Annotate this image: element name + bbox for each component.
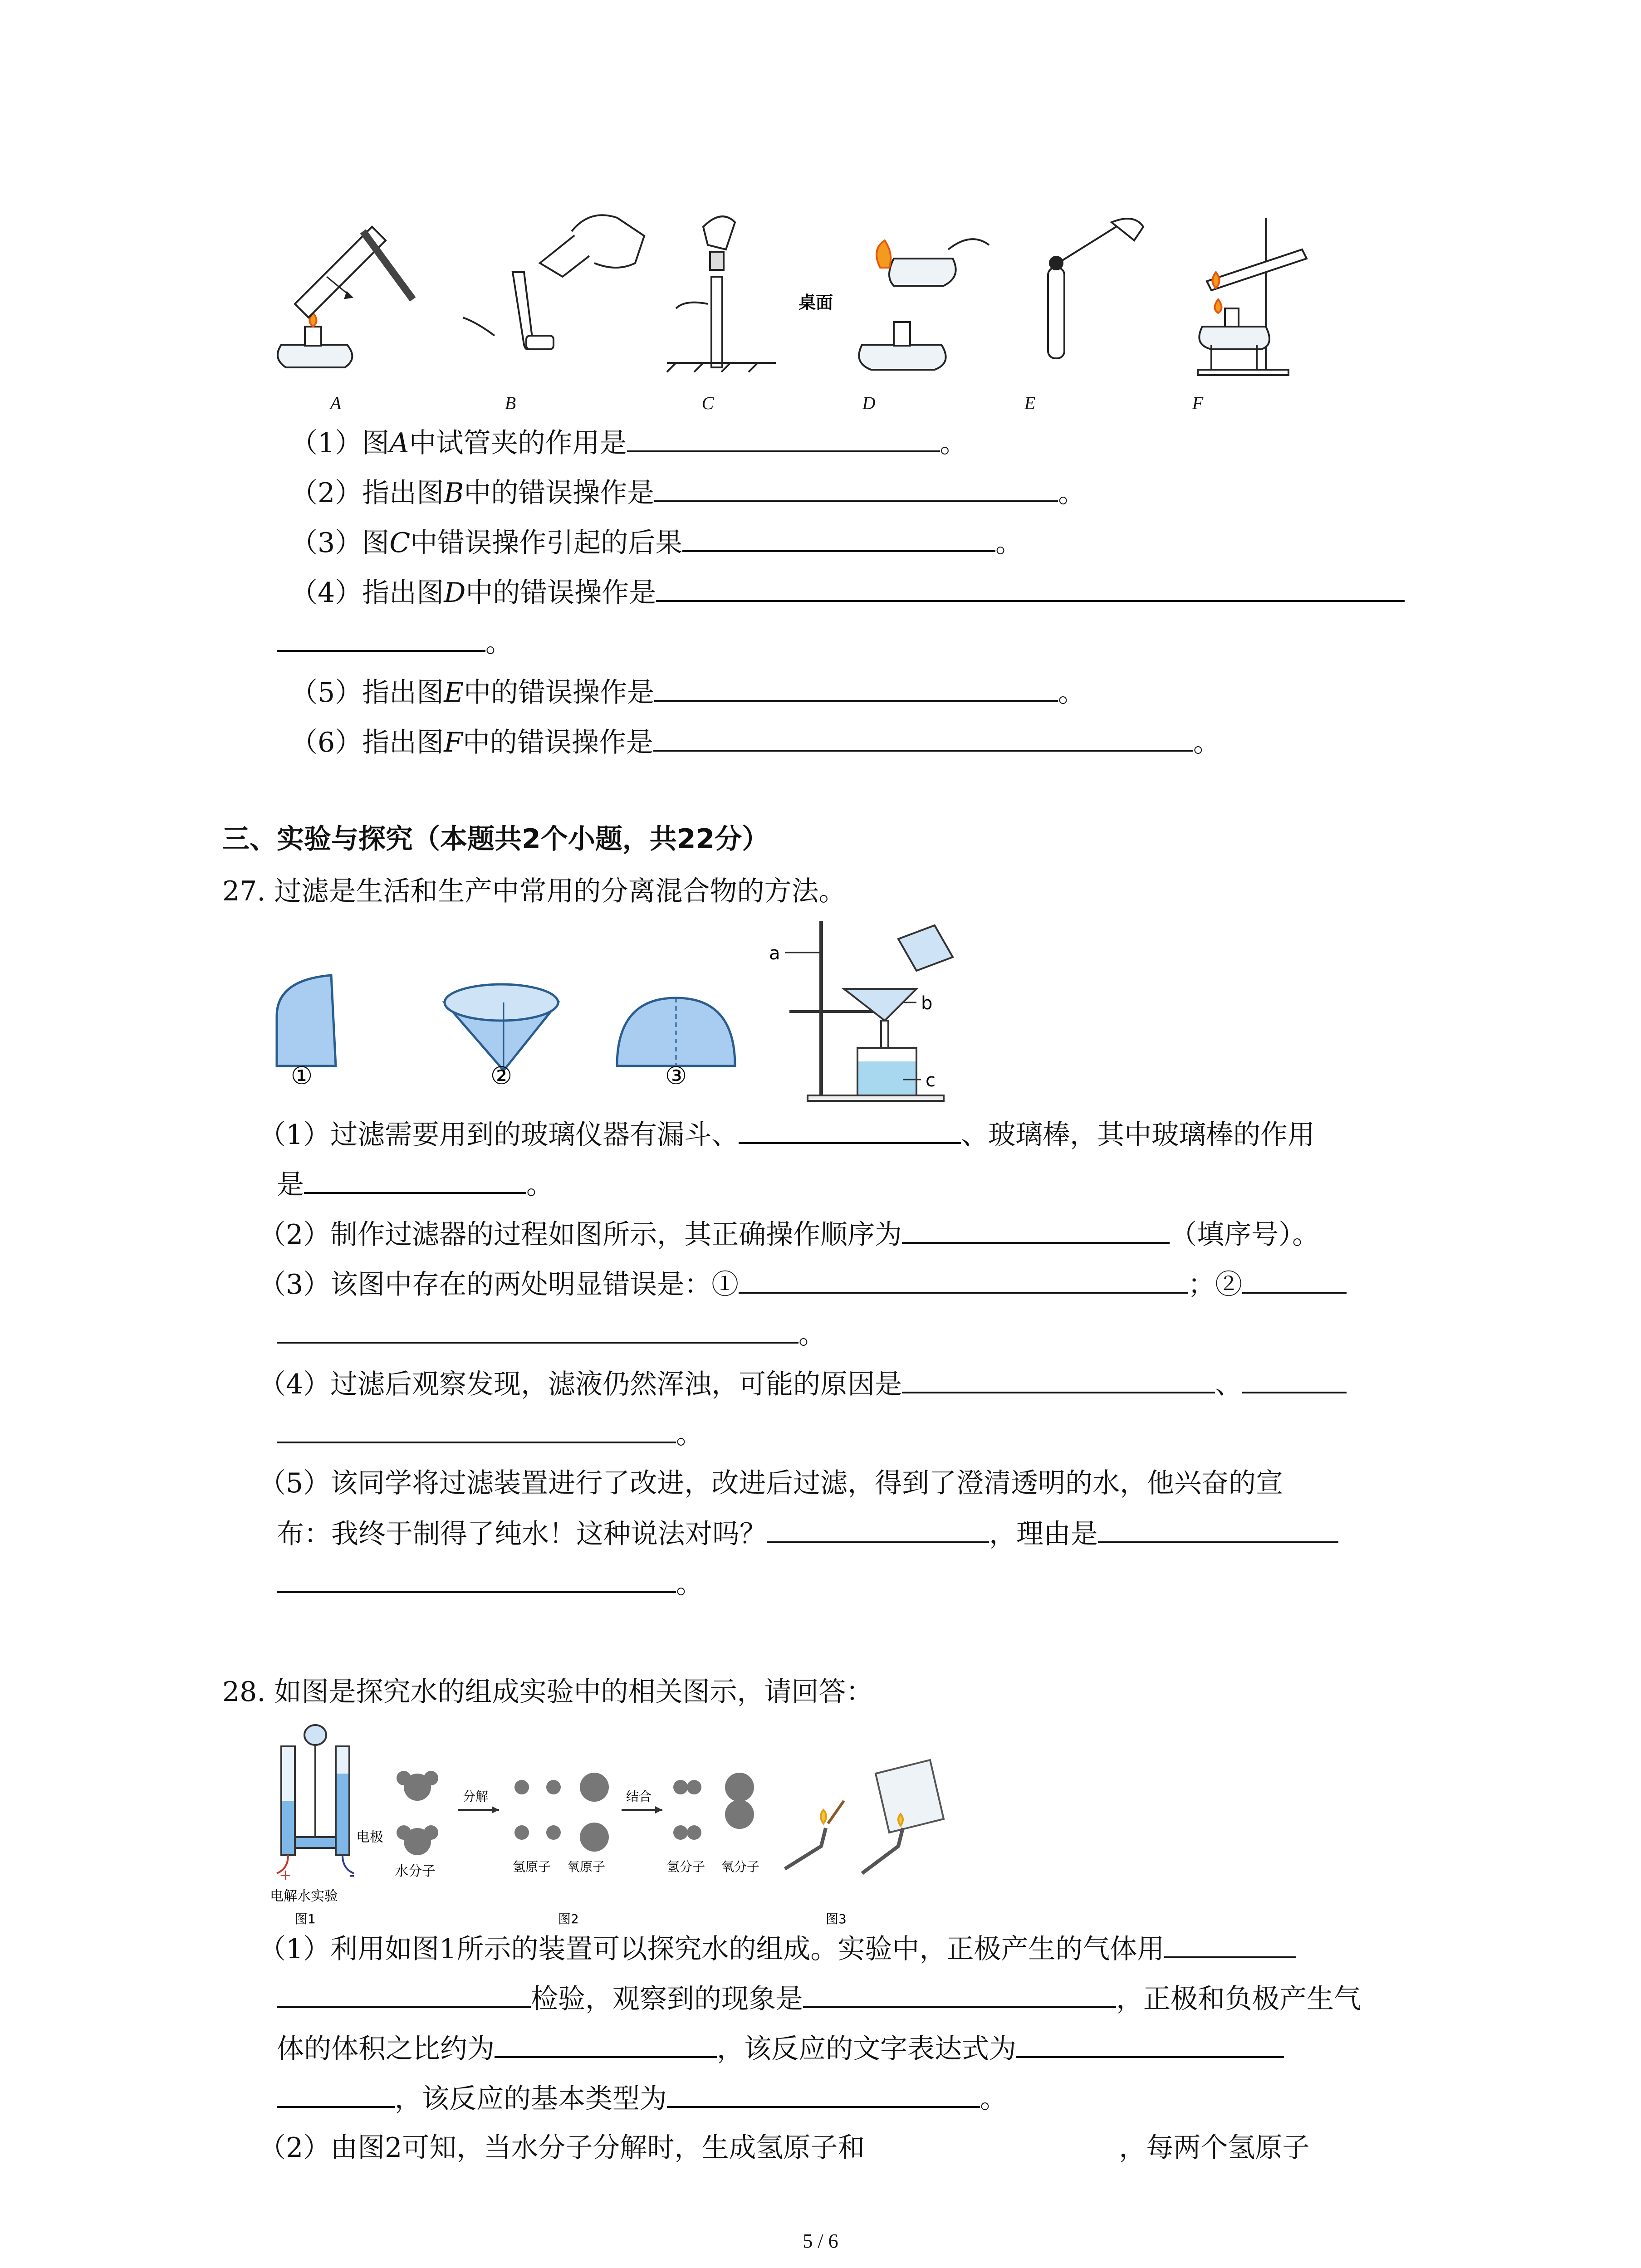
answer-blank[interactable]: [1098, 1515, 1338, 1543]
q28-sub1-cont: 检验，观察到的现象是 ，正极和负极产生气: [277, 1980, 1361, 2016]
q26-item-1: （1）图A中试管夹的作用是 。: [290, 424, 967, 460]
fig3-label: 图3: [826, 1911, 847, 1926]
answer-blank[interactable]: [277, 2080, 395, 2108]
answer-blank[interactable]: [277, 624, 485, 652]
fold-label-2: ②: [490, 1061, 513, 1084]
answer-blank[interactable]: [1164, 1930, 1296, 1958]
answer-blank[interactable]: [277, 1980, 531, 2008]
atoms: [514, 1773, 609, 1852]
fig1-label: 图1: [295, 1911, 316, 1926]
answer-blank[interactable]: [277, 1565, 676, 1593]
answer-blank[interactable]: [1242, 1266, 1347, 1294]
o-molecule-label: 氧分子: [721, 1859, 760, 1874]
fold-label-3: ③: [665, 1061, 687, 1084]
h-atom-label: 氢原子: [513, 1859, 551, 1874]
page-number: 5 / 6: [803, 2230, 838, 2252]
q26-item-4: （4）指出图D中的错误操作是: [290, 574, 1405, 610]
figure-f-heating-solid: [1198, 218, 1307, 375]
h-molecule-label: 氢分子: [667, 1859, 705, 1874]
answer-blank[interactable]: [682, 524, 995, 552]
answer-blank[interactable]: [739, 1116, 961, 1144]
fold-label-1: ①: [290, 1061, 313, 1084]
apparatus-label-b: b: [921, 993, 933, 1014]
water-molecule-label: 水分子: [395, 1863, 436, 1879]
caption-c: C: [701, 393, 714, 413]
caption-d: D: [862, 393, 876, 413]
q27-sub5: （5）该同学将过滤装置进行了改进，改进后过滤，得到了澄清透明的水，他兴奋的宣: [259, 1467, 1283, 1499]
electrolysis-label: 电解水实验: [270, 1888, 338, 1904]
q28-sub2: （2）由图2可知，当水分子分解时，生成氢原子和 ，每两个氢原子: [259, 2132, 1310, 2164]
decompose-label: 分解: [463, 1789, 489, 1804]
q27-sub3: （3）该图中存在的两处明显错误是：① ；②: [259, 1266, 1347, 1302]
q26-item-4-cont: 。: [277, 624, 513, 660]
answer-blank[interactable]: [767, 1515, 989, 1543]
filter-paper-folding-figure: [268, 934, 767, 1084]
q26-item-2: （2）指出图B中的错误操作是 。: [290, 474, 1085, 510]
combine-label: 结合: [626, 1789, 652, 1804]
answer-blank[interactable]: [654, 474, 1058, 502]
q27-sub1-cont: 是 。: [277, 1166, 554, 1202]
o-atom-label: 氧原子: [567, 1859, 606, 1874]
q26-item-3: （3）图C中错误操作引起的后果 。: [290, 524, 1023, 560]
desk-label: 桌面: [798, 293, 833, 313]
q27-sub3-cont: 。: [277, 1315, 826, 1352]
electrolysis-apparatus: [277, 1725, 354, 1873]
answer-blank[interactable]: [739, 1266, 1188, 1294]
caption-e: E: [1024, 393, 1036, 413]
q28-sub1: （1）利用如图1所示的装置可以探究水的组成。实验中，正极产生的气体用: [259, 1930, 1296, 1966]
q28-sub1-cont3: ，该反应的基本类型为 。: [277, 2080, 1007, 2116]
figure-a-heating-test-tube: [278, 227, 413, 367]
figure-b-pouring-liquid: [463, 215, 644, 349]
answer-blank[interactable]: [653, 723, 1193, 752]
figure-e-solid-in-tube: [1048, 219, 1143, 358]
figure-d-lighting-lamp: [859, 239, 989, 370]
answer-blank[interactable]: [902, 1216, 1170, 1244]
caption-f: F: [1192, 393, 1204, 413]
answer-blank[interactable]: [803, 1980, 1116, 2008]
answer-blank[interactable]: [1242, 1365, 1347, 1393]
answer-blank[interactable]: [656, 574, 1405, 602]
section-heading: 三、实验与探究（本题共2个小题，共22分）: [222, 823, 769, 855]
lab-operations-figure: [254, 209, 1343, 390]
q28-title: 28. 如图是探究水的组成实验中的相关图示，请回答：: [222, 1676, 873, 1708]
figure-c-inserting-stopper: [667, 216, 776, 372]
answer-blank[interactable]: [667, 2080, 980, 2108]
q27-sub4: （4）过滤后观察发现，滤液仍然浑浊，可能的原因是 、: [259, 1365, 1347, 1402]
water-composition-figure: [268, 1719, 994, 1928]
answer-blank[interactable]: [277, 1315, 798, 1344]
answer-blank[interactable]: [277, 1415, 676, 1443]
gas-test-figure: [785, 1760, 944, 1873]
q26-item-6: （6）指出图F中的错误操作是 。: [290, 723, 1220, 760]
q27-sub2: （2）制作过滤器的过程如图所示，其正确操作顺序为 （填序号）。: [259, 1216, 1319, 1252]
q27-sub4-cont: 。: [277, 1415, 703, 1452]
caption-b: B: [505, 393, 516, 413]
apparatus-label-c: c: [926, 1070, 936, 1091]
answer-blank[interactable]: [654, 674, 1058, 702]
q28-sub1-cont2: 体的体积之比约为 ，该反应的文字表达式为: [277, 2030, 1284, 2066]
q27-title: 27. 过滤是生活和生产中常用的分离混合物的方法。: [222, 875, 846, 907]
answer-blank[interactable]: [627, 424, 940, 452]
filtration-apparatus-figure: [767, 907, 1003, 1116]
q27-sub1: （1）过滤需要用到的玻璃仪器有漏斗、 、玻璃棒，其中玻璃棒的作用: [259, 1116, 1315, 1152]
molecules: [673, 1773, 754, 1840]
caption-a: A: [330, 393, 342, 413]
answer-blank[interactable]: [1016, 2030, 1284, 2058]
plus-sign: +: [279, 1866, 292, 1884]
minus-sign: -: [349, 1866, 355, 1884]
q27-sub5-cont: 布：我终于制得了纯水！这种说法对吗？ ，理由是: [277, 1515, 1338, 1551]
fig2-label: 图2: [558, 1911, 579, 1926]
q27-sub5-cont2: 。: [277, 1565, 703, 1601]
answer-blank[interactable]: [304, 1166, 526, 1194]
answer-blank[interactable]: [495, 2030, 717, 2058]
apparatus-label-a: a: [769, 943, 780, 964]
q26-item-5: （5）指出图E中的错误操作是 。: [290, 674, 1085, 710]
answer-blank[interactable]: [902, 1365, 1215, 1393]
electrode-label: 电极: [356, 1829, 383, 1845]
water-molecules: [397, 1771, 438, 1855]
